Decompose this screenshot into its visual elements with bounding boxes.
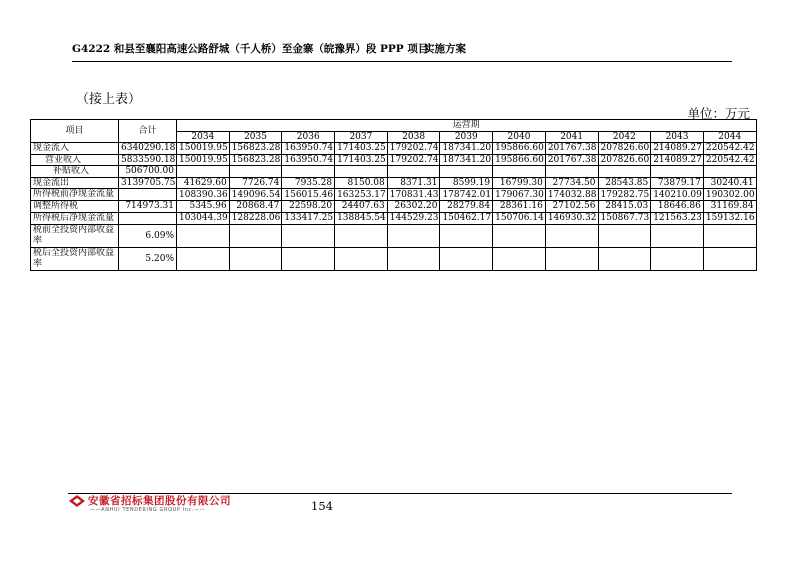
table-cell: 28361.16 [493,201,546,213]
logo-text-en: ——ANHUI TENDERING GROUP Inc.—— [90,507,206,513]
table-cell [598,247,651,270]
table-cell [703,166,756,178]
table-cell: 31169.84 [703,201,756,213]
column-header-year: 2036 [282,131,335,143]
column-header-year: 2044 [703,131,756,143]
table-cell: 7726.74 [229,177,282,189]
company-logo [68,491,231,515]
table-row [31,143,757,155]
table-cell [335,247,388,270]
table-row [31,189,757,201]
table-cell: 201767.38 [545,143,598,155]
table-cell: 187341.20 [440,143,493,155]
table-cell [545,247,598,270]
table-row [31,177,757,189]
table-cell: 149096.54 [229,189,282,201]
table-cell [387,247,440,270]
table-cell: 163950.74 [282,143,335,155]
table-row [31,154,757,166]
row-label: 所得税后净现金流量 [31,212,119,224]
table-cell [703,224,756,247]
table-cell: 18646.86 [651,201,704,213]
table-cell: 195866.60 [493,143,546,155]
row-total-cell [119,189,177,201]
table-cell [177,224,230,247]
table-cell [440,166,493,178]
table-cell: 20868.47 [229,201,282,213]
table-cell: 146930.32 [545,212,598,224]
table-cell: 8371.31 [387,177,440,189]
table-cell: 220542.42 [703,154,756,166]
table-cell: 27734.50 [545,177,598,189]
table-cell [229,247,282,270]
column-header-year: 2035 [229,131,282,143]
column-header-total: 合计 [119,120,177,143]
table-cell: 22598.20 [282,201,335,213]
page-number: 154 [311,499,333,513]
table-cell: 8599.19 [440,177,493,189]
row-total-cell: 6340290.18 [119,143,177,155]
row-total-cell: 714973.31 [119,201,177,213]
table-cell: 8150.08 [335,177,388,189]
table-cell: 150462.17 [440,212,493,224]
row-total-cell: 5.20% [119,247,177,270]
column-group-operation: 运营期 [177,120,757,132]
table-cell: 163950.74 [282,154,335,166]
table-cell [177,247,230,270]
table-cell: 171403.25 [335,143,388,155]
table-cell: 5345.96 [177,201,230,213]
table-cell: 156823.28 [229,154,282,166]
table-cell: 207826.60 [598,154,651,166]
row-total-cell: 6.09% [119,224,177,247]
page-header [72,39,732,62]
table-cell [703,247,756,270]
table-cell: 144529.23 [387,212,440,224]
table-cell: 207826.60 [598,143,651,155]
table-cell [335,166,388,178]
table-cell: 187341.20 [440,154,493,166]
table-cell: 156823.28 [229,143,282,155]
table-cell: 150867.73 [598,212,651,224]
table-cell [229,166,282,178]
table-cell: 195866.60 [493,154,546,166]
row-total-cell: 3139705.75 [119,177,177,189]
table-cell [282,247,335,270]
table-cell: 156015.46 [282,189,335,201]
table-cell [545,224,598,247]
table-cell [282,166,335,178]
document-subtitle: 实施方案 [424,43,466,55]
table-cell: 30240.41 [703,177,756,189]
table-row [31,166,757,178]
row-label: 现金流出 [31,177,119,189]
table-cell: 16799.30 [493,177,546,189]
table-cell: 201767.38 [545,154,598,166]
table-cell: 27102.56 [545,201,598,213]
table-row [31,224,757,247]
table-cell: 24407.63 [335,201,388,213]
table-cell: 7935.28 [282,177,335,189]
row-total-cell [119,212,177,224]
column-header-item: 项目 [31,120,119,143]
table-cell [598,166,651,178]
table-cell: 179202.74 [387,143,440,155]
table-cell: 214089.27 [651,154,704,166]
table-cell: 163253.17 [335,189,388,201]
table-cell: 73879.17 [651,177,704,189]
table-cell [282,224,335,247]
table-cell [440,224,493,247]
column-header-year: 2034 [177,131,230,143]
row-label: 税后全投资内部收益率 [31,247,119,270]
table-cell [651,166,704,178]
table-cell: 150019.95 [177,143,230,155]
table-cell: 26302.20 [387,201,440,213]
table-cell: 179067.30 [493,189,546,201]
column-header-year: 2040 [493,131,546,143]
row-label: 营业收入 [31,154,119,166]
row-label: 调整所得税 [31,201,119,213]
logo-text-cn: 安徽省招标集团股份有限公司 [88,495,231,507]
table-cell [651,247,704,270]
table-cell: 108390.36 [177,189,230,201]
row-total-cell: 5833590.18 [119,154,177,166]
table-cell [545,166,598,178]
table-cell: 133417.25 [282,212,335,224]
table-cell: 28279.84 [440,201,493,213]
table-header-row [31,120,757,132]
column-header-year: 2039 [440,131,493,143]
table-cell: 140210.09 [651,189,704,201]
table-cell: 220542.42 [703,143,756,155]
cash-flow-table [30,119,757,271]
continued-label: （接上表） [76,92,142,107]
table-cell: 128228.06 [229,212,282,224]
table-cell [598,224,651,247]
table-cell: 179282.75 [598,189,651,201]
column-header-year: 2038 [387,131,440,143]
unit-label: 单位：万元 [687,106,750,121]
table-cell: 138845.54 [335,212,388,224]
document-title: G4222 和县至襄阳高速公路舒城（千人桥）至金寨（皖豫界）段 PPP 项目 [72,43,429,55]
row-label: 补贴收入 [31,166,119,178]
logo-mark-icon [68,494,86,508]
row-total-cell: 506700.00 [119,166,177,178]
table-cell [651,224,704,247]
table-cell [440,247,493,270]
table-cell: 28415.03 [598,201,651,213]
column-header-year: 2037 [335,131,388,143]
table-cell: 178742.01 [440,189,493,201]
table-cell: 159132.16 [703,212,756,224]
table-cell [387,166,440,178]
table-cell: 174032.88 [545,189,598,201]
table-cell: 28543.85 [598,177,651,189]
table-cell [387,224,440,247]
table-row [31,212,757,224]
table-row [31,247,757,270]
table-cell: 103044.39 [177,212,230,224]
table-cell [335,224,388,247]
table-cell [493,166,546,178]
table-cell [177,166,230,178]
table-row [31,201,757,213]
column-header-year: 2041 [545,131,598,143]
table-body [31,143,757,271]
table-cell: 190302.00 [703,189,756,201]
column-header-year: 2043 [651,131,704,143]
row-label: 税前全投资内部收益率 [31,224,119,247]
column-header-year: 2042 [598,131,651,143]
table-cell: 171403.25 [335,154,388,166]
table-cell: 121563.23 [651,212,704,224]
table-cell [493,247,546,270]
table-cell [493,224,546,247]
table-cell [229,224,282,247]
row-label: 所得税前净现金流量 [31,189,119,201]
table-cell: 170831.43 [387,189,440,201]
table-cell: 150019.95 [177,154,230,166]
table-cell: 179202.74 [387,154,440,166]
table-cell: 150706.14 [493,212,546,224]
table-cell: 41629.60 [177,177,230,189]
row-label: 现金流入 [31,143,119,155]
table-cell: 214089.27 [651,143,704,155]
